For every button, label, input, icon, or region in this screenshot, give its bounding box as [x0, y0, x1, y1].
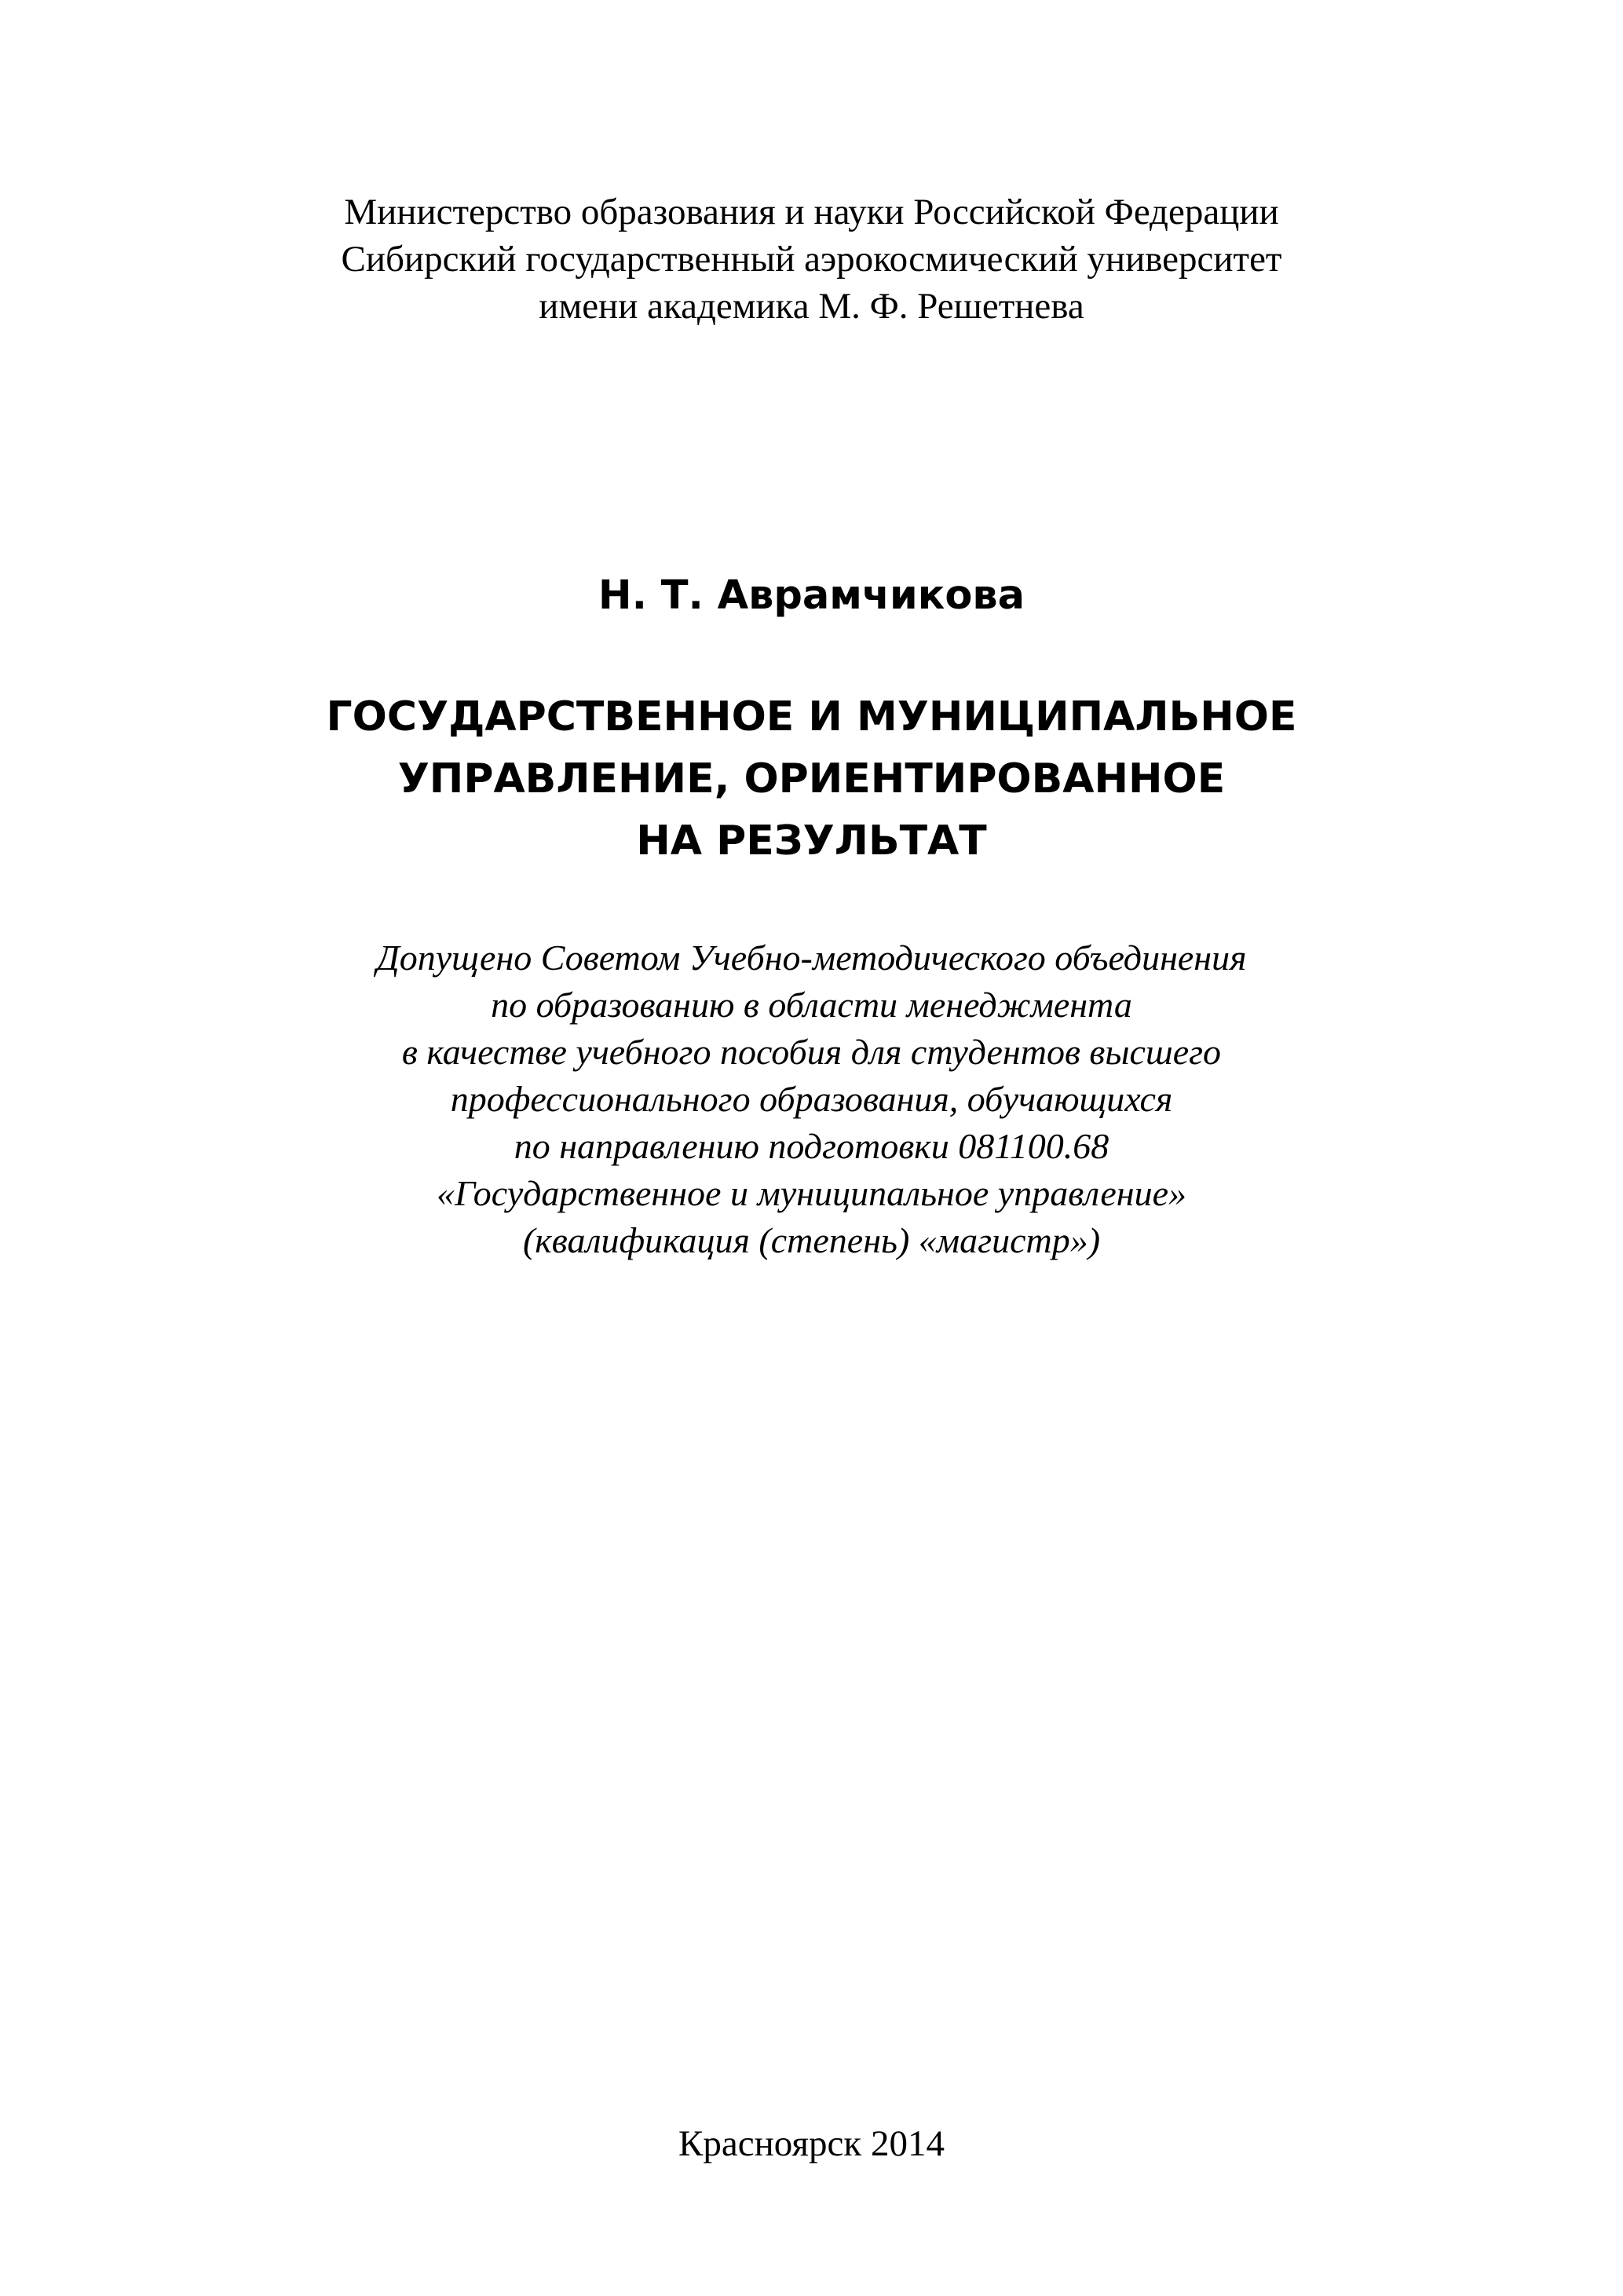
- university-line: Сибирский государственный аэрокосмический университет: [341, 239, 1282, 280]
- ministry-line: Министерство образования и науки Российской Федерации: [344, 192, 1279, 232]
- publication-place-year: [0, 2120, 1623, 2167]
- approval-line: профессионального образования, обучающихся: [450, 1079, 1173, 1119]
- approval-line: в качестве учебного пособия для студентов высшего: [401, 1032, 1222, 1072]
- approval-statement: [0, 934, 1623, 1264]
- approval-line: Допущено Советом Учебно-методического объединения: [376, 938, 1247, 978]
- institution-header: [0, 188, 1623, 330]
- author-text: Н. Т. Аврамчикова: [598, 572, 1025, 619]
- city-year-text: Красноярск 2014: [678, 2123, 945, 2164]
- approval-line: (квалификация (степень) «магистр»): [522, 1220, 1101, 1260]
- title-line: УПРАВЛЕНИЕ, ОРИЕНТИРОВАННОЕ: [397, 755, 1226, 803]
- university-name-line: имени академика М. Ф. Решетнева: [539, 286, 1084, 327]
- title-line: НА РЕЗУЛЬТАТ: [636, 817, 987, 865]
- book-title: [0, 686, 1623, 872]
- approval-line: «Государственное и муниципальное управление»: [436, 1173, 1187, 1213]
- author-name: [0, 571, 1623, 621]
- title-line: ГОСУДАРСТВЕННОЕ И МУНИЦИПАЛЬНОЕ: [326, 693, 1297, 740]
- approval-line: по образованию в области менеджмента: [491, 985, 1132, 1025]
- approval-line: по направлению подготовки 081100.68: [514, 1126, 1109, 1166]
